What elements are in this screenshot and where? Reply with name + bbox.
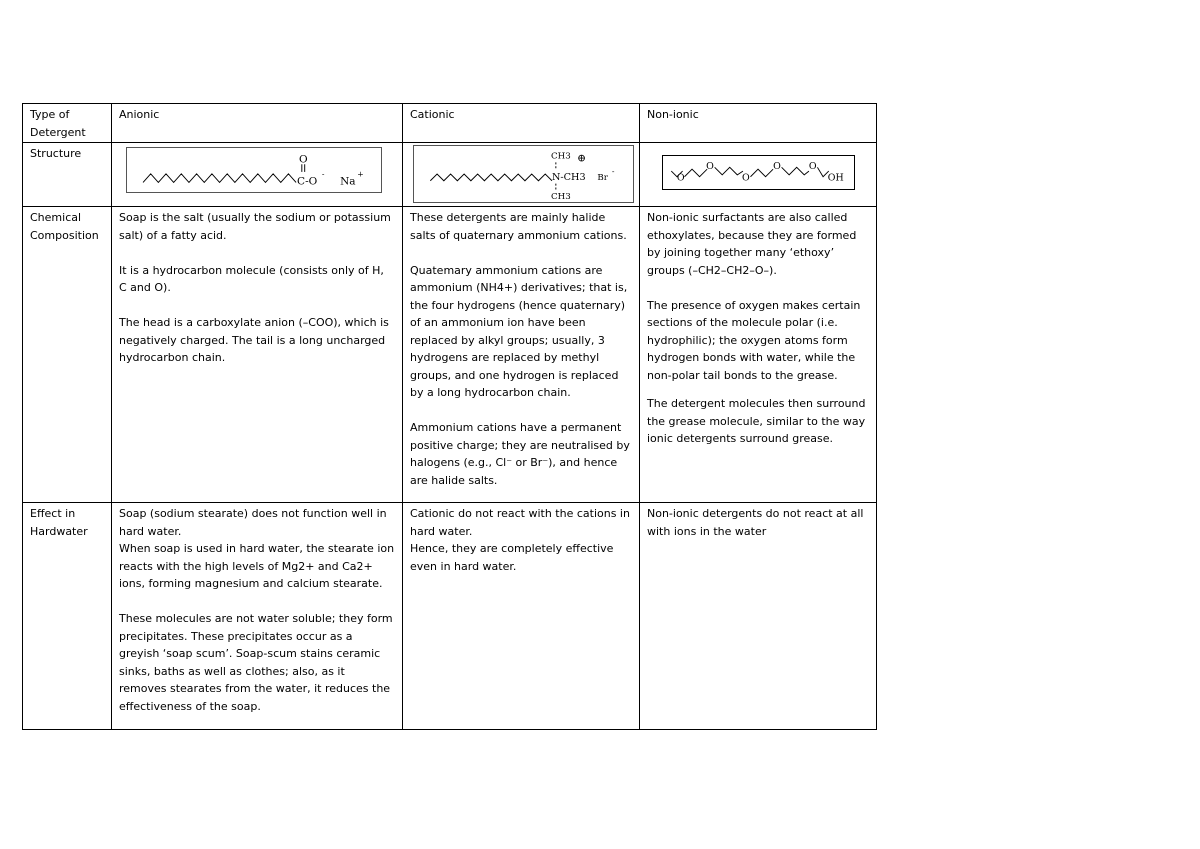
hardwater-row [23,503,877,730]
nonionic-structure-cell [640,143,877,207]
cationic-top-methyl: CH3 [551,151,571,162]
cationic-structure-svg [414,146,633,202]
cationic-hydrocarbon-tail [430,174,552,181]
composition-nonionic-p3: The detergent molecules then surround the grease molecule, similar to the way ionic detergents surround grease. [647,397,866,445]
nonionic-oxygen-4: O [773,161,781,173]
composition-cationic-p3: Ammonium cations have a permanent positive charge; they are neutralised by halogens (e.g., Cl⁻ or Br⁻), and hence are halide salts. [410,421,630,487]
composition-label-cell [23,207,112,503]
composition-row [23,207,877,503]
anionic-structure-cell [112,143,403,207]
hardwater-nonionic-cell [640,503,877,730]
nonionic-hydroxyl: OH [827,172,844,184]
header-cationic: Cationic [410,108,455,121]
nonionic-oxygen-3: O [742,172,750,184]
hardwater-nonionic-p1: Non-ionic detergents do not react at all with ions in the water [647,507,864,538]
header-label: Type of Detergent [30,108,86,139]
hardwater-label-cell [23,503,112,730]
nonionic-oxygen-2: O [706,161,714,173]
hardwater-anionic-p2: When soap is used in hard water, the stearate ion reacts with the high levels of Mg2+ and Ca2+ ions, forming magnesium and calcium stearate. [119,542,395,590]
structure-label-cell [23,143,112,207]
composition-nonionic-cell [640,207,877,503]
header-label-cell [23,104,112,143]
cationic-plus-charge: ⊕ [577,151,586,165]
header-anionic: Anionic [119,108,160,121]
composition-nonionic-p1: Non-ionic surfactants are also called ethoxylates, because they are formed by joining together many ‘ethoxy’ groups (–CH2–CH2–O–). [647,211,857,277]
header-cationic-cell [403,104,640,143]
composition-anionic-p2: It is a hydrocarbon molecule (consists only of H, C and O). [119,263,384,294]
anionic-carboxylate: C-O [297,175,318,188]
composition-cationic-p2: Quatemary ammonium cations are ammonium (NH4+) derivatives; that is, the four hydrogens (hence quaternary) of an ammonium ion have been replaced by alkyl groups; usually, 3 hydrogens are replaced by methyl groups, and one hydrogen is replaced by a long hydrocarbon chain. [410,263,628,399]
detergent-comparison-table [22,103,877,730]
hardwater-cationic-cell [403,503,640,730]
structure-label: Structure [30,147,82,160]
header-nonionic-cell [640,104,877,143]
nonionic-structure-svg [663,156,854,189]
header-anionic-cell [112,104,403,143]
hardwater-anionic-cell [112,503,403,730]
cationic-nitrogen-group: N-CH3 [551,171,586,183]
structure-row [23,143,877,207]
cationic-bromide-charge: - [611,167,615,176]
composition-cationic-p1: These detergents are mainly halide salts of quaternary ammonium cations. [410,211,627,242]
composition-cationic-cell [403,207,640,503]
hardwater-cationic-p2: Hence, they are completely effective even in hard water. [410,542,614,573]
cationic-bromide: Br [597,172,608,183]
hardwater-label: Effect in Hardwater [30,507,88,538]
composition-anionic-p1: Soap is the salt (usually the sodium or potassium salt) of a fatty acid. [119,211,391,242]
cationic-bottom-methyl: CH3 [551,192,571,202]
cationic-structure-diagram [413,145,634,203]
anionic-hydrocarbon-tail [143,174,296,183]
composition-anionic-cell [112,207,403,503]
composition-nonionic-p2: The presence of oxygen makes certain sections of the molecule polar (i.e. hydrophilic); the oxygen atoms form hydrogen bonds with water, while the non-polar tail bonds to the grease. [647,298,861,382]
anionic-sodium-charge: + [357,169,364,179]
header-nonionic: Non-ionic [647,108,699,121]
anionic-negative-charge: - [321,169,325,179]
anionic-carbonyl-o: O [298,153,308,166]
hardwater-cationic-p1: Cationic do not react with the cations in hard water. [410,507,630,538]
nonionic-oxygen-5: O [808,161,817,173]
anionic-sodium: Na [340,175,356,188]
nonionic-chain-3 [750,169,773,177]
cationic-structure-cell [403,143,640,207]
nonionic-chain-2 [715,167,743,175]
nonionic-chain-1 [684,169,707,177]
nonionic-structure-diagram [662,155,855,190]
anionic-structure-svg [127,148,381,192]
composition-label: Chemical Composition [30,211,99,242]
hardwater-anionic-p1: Soap (sodium stearate) does not function well in hard water. [119,507,387,538]
anionic-structure-diagram [126,147,382,193]
nonionic-oxygen-1: O [676,172,685,184]
header-row [23,104,877,143]
composition-anionic-p3: The head is a carboxylate anion (–COO), which is negatively charged. The tail is a long uncharged hydrocarbon chain. [119,316,389,364]
nonionic-chain-4 [782,167,809,175]
hardwater-anionic-p3: These molecules are not water soluble; they form precipitates. These precipitates occur as a greyish ‘soap scum’. Soap-scum stains ceramic sinks, baths as well as clothes; also, as it removes stearates from the water, it reduces the effectiveness of the soap. [119,612,393,713]
